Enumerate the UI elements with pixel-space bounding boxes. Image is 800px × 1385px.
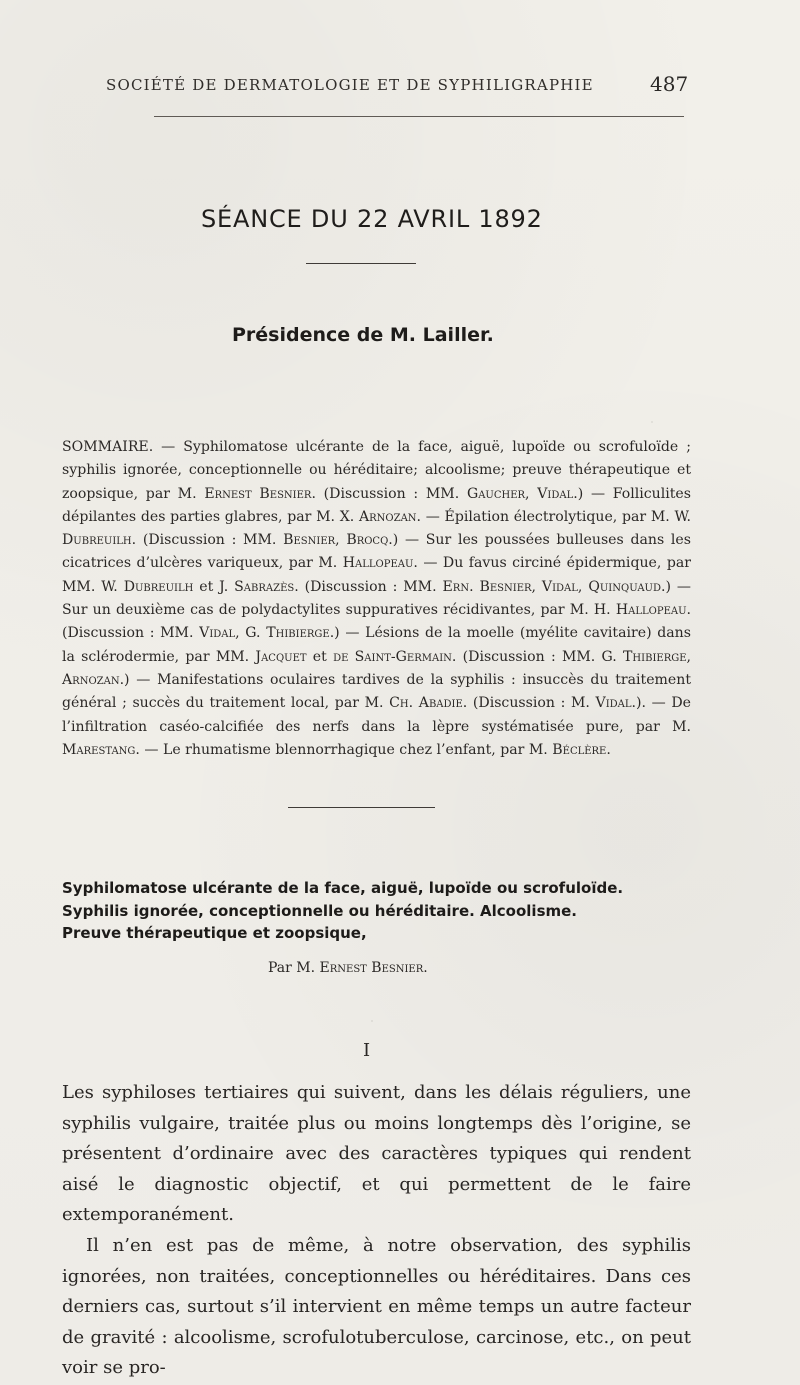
paper-speck: [371, 1020, 373, 1022]
summary-text: .: [606, 741, 611, 758]
paper-speck: [651, 421, 653, 423]
author-name: Ch. Abadie: [389, 695, 463, 712]
author-name: Vidal, G. Thibierge: [199, 625, 330, 642]
running-head: SOCIÉTÉ DE DERMATOLOGIE ET DE SYPHILIGRAPHIE: [106, 76, 594, 94]
summary-text: . — Le rhumatisme blennorrhagique chez l’enfant, par M.: [135, 741, 553, 758]
article-title-line: Syphilis ignorée, conceptionnelle ou héréditaire. Alcoolisme.: [62, 901, 578, 920]
author-name: Sabrazès: [234, 578, 295, 595]
summary-text: . (Discussion : MM.: [294, 578, 443, 595]
summary-text: . (Discussion : MM.: [131, 532, 284, 549]
author-name: Hallopeau: [615, 602, 687, 619]
author-name: Gaucher, Vidal: [466, 485, 574, 502]
presidence-line: Présidence de M. Lailler.: [232, 324, 494, 346]
summary-text: .) — Lésions de la moelle (myélite cavitaire) dans la sclérodermie, par MM.: [62, 625, 691, 665]
summary-text: . (Discussion : M.: [462, 695, 596, 712]
author-name: Dubreuilh: [62, 532, 132, 549]
author-name: de Saint-Germain: [333, 648, 452, 665]
author-name: Vidal: [595, 695, 632, 712]
byline-author: Ernest Besnier: [319, 960, 424, 976]
byline: [268, 960, 428, 976]
section-numeral: I: [363, 1040, 371, 1061]
page-number: 487: [650, 72, 689, 96]
author-name: Jacquet: [255, 648, 307, 665]
author-name: Dubreuilh: [123, 578, 194, 595]
author-name: Marestang: [62, 741, 136, 758]
header-rule: [154, 116, 684, 117]
author-name: Hallopeau: [342, 555, 414, 572]
summary-text: et: [306, 648, 334, 665]
paragraph: Il n’en est pas de même, à notre observation, des syphilis ignorées, non traitées, conceptionnelles ou héréditaires. Dans ces derniers cas, surtout s’il intervient en même temps un autre facteur de gravité : alcoolisme, scrofulotuberculose, carcinose, etc., on peut voir se pro-: [62, 1234, 691, 1379]
summary-text: . — Du favus circiné épidermique, par MM. W.: [62, 555, 691, 595]
summary-text: .) — Manifestations oculaires tardives de la syphilis : insuccès du traitement général ; succès du traitement local, par M.: [62, 671, 691, 712]
byline-prefix: Par M.: [268, 960, 320, 976]
summary-text: et J.: [193, 578, 235, 595]
session-title: SÉANCE DU 22 AVRIL 1892: [201, 205, 543, 233]
article-title-line: Syphilomatose ulcérante de la face, aiguë, lupoïde ou scrofuloïde.: [62, 879, 624, 897]
summary-text: .) — Sur un deuxième cas de polydactylites suppuratives récidivantes, par M. H.: [62, 578, 691, 619]
author-name: Béclère: [552, 741, 607, 758]
summary-text: . (Discussion : MM.: [311, 485, 467, 502]
article-title-line: Preuve thérapeutique et zoopsique,: [62, 924, 367, 942]
byline-suffix: .: [423, 960, 428, 976]
paragraph: Les syphiloses tertiaires qui suivent, dans les délais réguliers, une syphilis vulgaire, traitée plus ou moins longtemps dès l’origine, se présentent d’ordinaire avec des caractères typiques qui rendent aisé le diagnostic objectif, et qui permettent de le faire extemporanément.: [62, 1082, 691, 1226]
section-divider: [306, 263, 416, 264]
summary-text: . — Épilation électrolytique, par M. W.: [416, 508, 691, 525]
article-title: [62, 877, 712, 945]
summary-text: — Syphilomatose ulcérante de la face, aiguë, lupoïde ou scrofuloïde ; syphilis ignorée, conceptionnelle ou héréditaire; alcoolisme; preuve thérapeutique et zoopsique, par M.: [62, 439, 691, 502]
summary-text: . (Discussion : MM. G.: [451, 648, 624, 665]
author-name: Ern. Besnier, Vidal, Quinquaud: [442, 578, 661, 595]
article-body: [62, 1078, 691, 1384]
summary-paragraph: [62, 436, 691, 762]
author-name: Besnier, Brocq: [283, 532, 389, 549]
summary-text: .) — Sur les poussées bulleuses dans les cicatrices d’ulcères variqueux, par M.: [62, 532, 691, 572]
author-name: Thibierge, Arnozan: [62, 648, 691, 688]
summary-text: .). — De l’infiltration caséo-calcifiée des nerfs dans la lèpre systématisée pure, par M.: [62, 695, 691, 735]
summary-text: .) — Folliculites dépilantes des parties glabres, par M. X.: [62, 485, 692, 525]
summary-lead: SOMMAIRE.: [62, 439, 154, 455]
summary-text: . (Discussion : MM.: [62, 602, 691, 642]
section-divider: [288, 807, 435, 808]
author-name: Arnozan: [358, 508, 417, 525]
author-name: Ernest Besnier: [204, 485, 312, 502]
